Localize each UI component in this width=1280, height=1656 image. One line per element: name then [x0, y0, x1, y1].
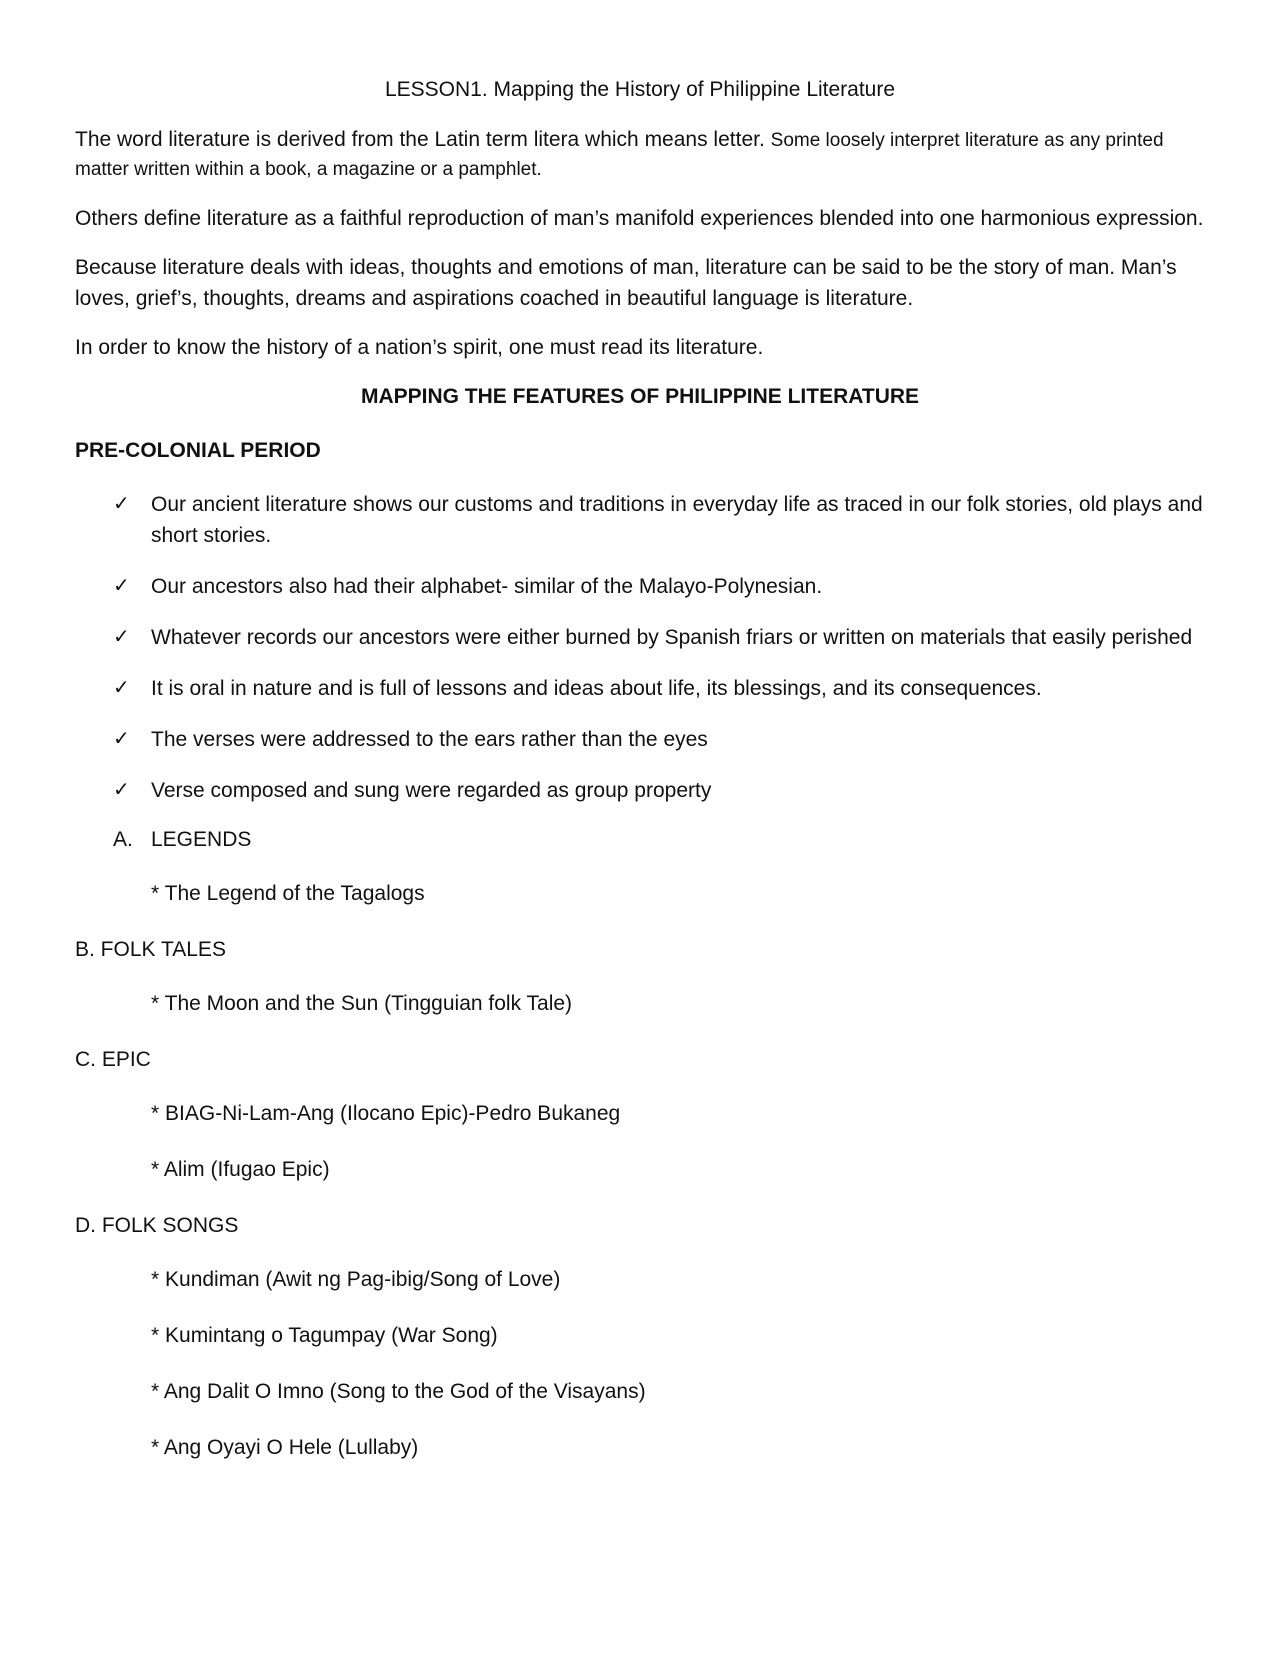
folk-song-item: * Ang Dalit O Imno (Song to the God of the Visayans) [151, 1380, 646, 1403]
checkmark-icon: ✓ [113, 575, 130, 597]
category-letter: A. [113, 828, 133, 851]
category-legends [75, 826, 1205, 854]
feature-item [75, 622, 1205, 653]
checkmark-icon: ✓ [113, 493, 130, 515]
feature-list [75, 489, 1205, 806]
category-label: LEGENDS [151, 828, 252, 851]
feature-text: Our ancient literature shows our customs and traditions in everyday life as traced in our folk stories, old plays and short stories. [151, 493, 1203, 547]
feature-item [75, 775, 1205, 806]
folk-song-item: * Ang Oyayi O Hele (Lullaby) [151, 1436, 419, 1459]
section-heading: MAPPING THE FEATURES OF PHILIPPINE LITERATURE [360, 385, 920, 408]
lesson-title: LESSON1. Mapping the History of Philippine Literature [384, 78, 896, 101]
intro-paragraph-2: Others define literature as a faithful reproduction of man’s manifold experiences blended into one harmonious expression. [75, 207, 1204, 230]
document-page [75, 76, 1205, 1490]
checkmark-icon: ✓ [113, 626, 130, 648]
intro-paragraph-3: Because literature deals with ideas, thoughts and emotions of man, literature can be said to be the story of man. Man’s loves, grief’s, thoughts, dreams and aspirations coached in beautiful language is literature. [75, 256, 1177, 310]
category-folk-tales: B. FOLK TALES [75, 938, 226, 961]
feature-item [75, 489, 1205, 551]
feature-text: Verse composed and sung were regarded as group property [151, 779, 712, 802]
epic-item: * BIAG-Ni-Lam-Ang (Ilocano Epic)-Pedro Bukaneg [151, 1102, 621, 1125]
feature-text: It is oral in nature and is full of lessons and ideas about life, its blessings, and its consequences. [151, 677, 1042, 700]
folk-song-item: * Kundiman (Awit ng Pag-ibig/Song of Love) [151, 1268, 561, 1291]
feature-text: Whatever records our ancestors were either burned by Spanish friars or written on materials that easily perished [151, 626, 1193, 649]
epic-item: * Alim (Ifugao Epic) [151, 1158, 330, 1181]
checkmark-icon: ✓ [113, 728, 130, 750]
feature-text: The verses were addressed to the ears rather than the eyes [151, 728, 708, 751]
folk-song-item: * Kumintang o Tagumpay (War Song) [151, 1324, 498, 1347]
category-epic: C. EPIC [75, 1048, 151, 1071]
intro-paragraph-1 [75, 126, 1205, 184]
checkmark-icon: ✓ [113, 677, 130, 699]
period-heading: PRE-COLONIAL PERIOD [75, 439, 321, 462]
intro-paragraph-1-continuation: Some loosely interpret literature as any printed matter written within a book, a magazine or a pamphlet. [75, 130, 1164, 180]
checkmark-icon: ✓ [113, 779, 130, 801]
feature-item [75, 724, 1205, 755]
legend-item: * The Legend of the Tagalogs [151, 882, 425, 905]
intro-paragraph-1-main: The word literature is derived from the Latin term litera which means letter. [75, 128, 765, 151]
feature-text: Our ancestors also had their alphabet- similar of the Malayo-Polynesian. [151, 575, 823, 598]
feature-item [75, 571, 1205, 602]
feature-item [75, 673, 1205, 704]
folk-tale-item: * The Moon and the Sun (Tingguian folk Tale) [151, 992, 573, 1015]
intro-paragraph-4: In order to know the history of a nation’s spirit, one must read its literature. [75, 336, 764, 359]
category-folk-songs: D. FOLK SONGS [75, 1214, 239, 1237]
